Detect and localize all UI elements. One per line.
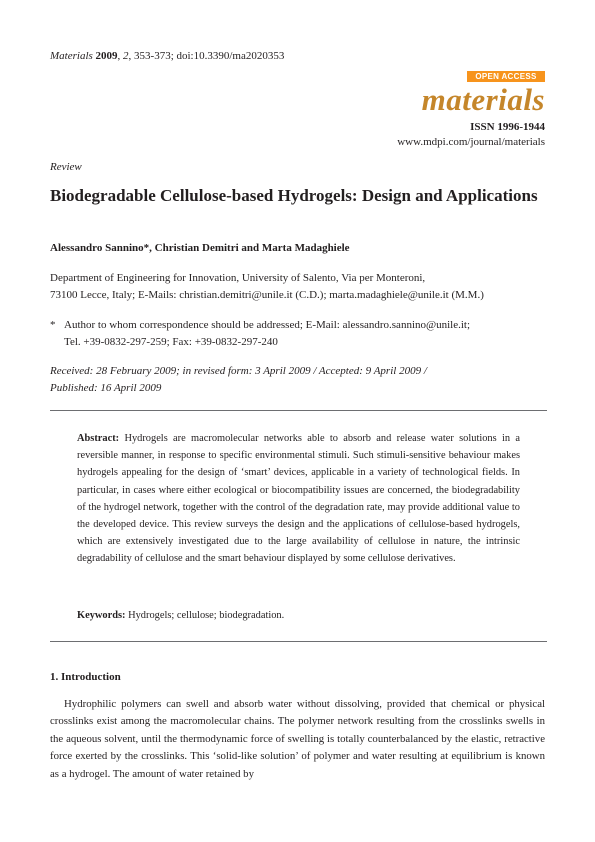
keywords xyxy=(77,610,284,621)
open-access-badge: OPEN ACCESS xyxy=(467,71,545,82)
journal-logo: materials xyxy=(421,82,545,117)
introduction-text: Hydrophilic polymers can swell and absorb water without dissolving, provided that chemical or physical crosslinks exist among the macromolecular chains. The polymer network resulting from the crosslinks swells in the aqueous solvent, until the thermodynamic force of swelling is totally counterbalanced by the elastic, retractive force exerted by the crosslinks. This ‘solid-like solution’ of polymer and water resulting at equilibrium is known as a hydrogel. The amount of water retained by xyxy=(50,698,545,780)
citation-pages-doi: , 353-373; doi:10.3390/ma2020353 xyxy=(128,50,285,62)
affiliation-line: Department of Engineering for Innovation, University of Salento, Via per Monteroni, xyxy=(50,272,426,284)
journal-citation: Materials 2009, 2, 353-373; doi:10.3390/ma2020353 xyxy=(50,50,285,62)
publication-dates xyxy=(50,363,470,397)
keywords-label: Keywords: xyxy=(77,610,126,621)
affiliation-line: 73100 Lecce, Italy; E-Mails: christian.demitri@unile.it (C.D.); marta.madaghiele@unile.it (M.M.) xyxy=(50,289,484,301)
author-list: Alessandro Sannino*, Christian Demitri and Marta Madaghiele xyxy=(50,242,350,254)
abstract-label: Abstract: xyxy=(77,433,120,444)
issn: ISSN 1996-1944 xyxy=(470,121,545,133)
keywords-text: Hydrogels; cellulose; biodegradation. xyxy=(128,610,285,621)
section-heading-introduction: 1. Introduction xyxy=(50,671,121,683)
divider-top xyxy=(50,410,547,411)
corresponding-star: * xyxy=(50,319,56,331)
citation-volume: 2 xyxy=(123,50,129,62)
article-title: Biodegradable Cellulose-based Hydrogels: Design and Applications xyxy=(50,186,538,205)
journal-name: Materials xyxy=(50,50,93,62)
abstract-text: Hydrogels are macromolecular networks able to absorb and release water solutions in a reversible manner, in response to specific environmental stimuli. Such stimuli-sensitive behaviour makes hydrogels appealing for the design of ‘smart’ devices, applicable in a variety of technological fields. In particular, in cases where either ecological or biocompatibility issues are concerned, the biodegradability of the hydrogel network, together with the control of the degradation rate, may provide additional value to the developed device. This review surveys the design and the applications of cellulose-based hydrogels, which are extensively investigated due to the large availability of cellulose in nature, the intrinsic degradability of cellulose and the smart behaviour displayed by some cellulose derivatives. xyxy=(77,433,520,565)
dates-line: Published: 16 April 2009 xyxy=(50,382,162,394)
citation-year: 2009 xyxy=(95,50,118,62)
article-type: Review xyxy=(50,161,82,173)
abstract xyxy=(77,430,520,568)
introduction-paragraph xyxy=(50,696,545,783)
dates-line: Received: 28 February 2009; in revised form: 3 April 2009 / Accepted: 9 April 2009 / xyxy=(50,365,427,377)
corresponding-line: Author to whom correspondence should be addressed; E-Mail: alessandro.sannino@unile.it; xyxy=(64,319,471,331)
divider-bottom xyxy=(50,641,547,642)
journal-url[interactable]: www.mdpi.com/journal/materials xyxy=(397,136,545,148)
affiliation xyxy=(50,270,550,304)
corresponding-line: Tel. +39-0832-297-259; Fax: +39-0832-297-240 xyxy=(64,336,278,348)
corresponding-text xyxy=(64,317,554,351)
